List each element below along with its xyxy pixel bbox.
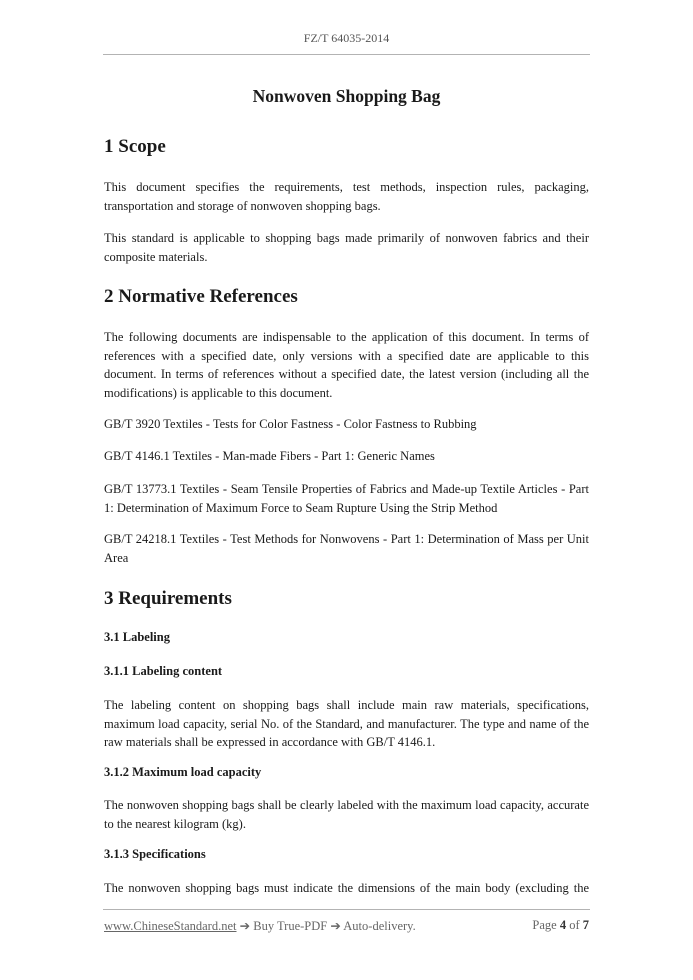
maximum-load-paragraph: The nonwoven shopping bags shall be clearly labeled with the maximum load capacity, accurate to the nearest kilogram (kg).	[104, 798, 589, 831]
page-header	[0, 31, 693, 46]
reference-item: GB/T 24218.1 Textiles - Test Methods for Nonwovens - Part 1: Determination of Mass per Unit Area	[104, 532, 589, 565]
page-of-label: of	[569, 918, 580, 932]
subsection-heading-labeling: 3.1 Labeling	[104, 630, 170, 644]
footer-promo	[104, 918, 416, 934]
arrow-right-icon: ➔	[330, 919, 341, 933]
labeling-content-paragraph: The labeling content on shopping bags shall include main raw materials, specifications, maximum load capacity, serial No. of the Standard, and manufacturer. The type and name of the raw materials shall be expressed in accordance with GB/T 4146.1.	[104, 698, 589, 749]
standard-code: FZ/T 64035-2014	[303, 31, 390, 45]
specifications-paragraph: The nonwoven shopping bags must indicate the dimensions of the main body (excluding the	[104, 881, 589, 895]
arrow-right-icon: ➔	[239, 919, 251, 933]
page-current: 4	[559, 918, 567, 932]
reference-item: GB/T 3920 Textiles - Tests for Color Fastness - Color Fastness to Rubbing	[104, 417, 477, 431]
buy-true-pdf-text: Buy True-PDF	[253, 919, 328, 933]
auto-delivery-text: Auto-delivery.	[343, 919, 416, 933]
subsection-heading-maximum-load: 3.1.2 Maximum load capacity	[104, 765, 262, 779]
subsection-heading-specifications: 3.1.3 Specifications	[104, 847, 206, 861]
section-heading-normative-references: 2 Normative References	[104, 286, 298, 307]
subsection-heading-labeling-content: 3.1.1 Labeling content	[104, 664, 223, 678]
section-heading-scope: 1 Scope	[104, 136, 166, 157]
document-title: Nonwoven Shopping Bag	[252, 86, 441, 106]
page-number	[532, 918, 589, 933]
header-divider	[103, 54, 590, 55]
site-link[interactable]: www.ChineseStandard.net	[104, 919, 237, 933]
scope-paragraph-2: This standard is applicable to shopping bags made primarily of nonwoven fabrics and their composite materials.	[104, 231, 589, 264]
normative-intro-paragraph: The following documents are indispensable to the application of this document. In terms of references with a specified date, only versions with a specified date are applicable to this document. In terms of references without a specified date, the latest version (including all the modifications) is applicable to this document.	[104, 330, 589, 400]
reference-item: GB/T 13773.1 Textiles - Seam Tensile Properties of Fabrics and Made-up Textile Articles - Part 1: Determination of Maximum Force to Seam Rupture Using the Strip Method	[104, 482, 589, 515]
section-heading-requirements: 3 Requirements	[104, 588, 232, 609]
scope-paragraph-1: This document specifies the requirements, test methods, inspection rules, packaging, transportation and storage of nonwoven shopping bags.	[104, 180, 589, 213]
reference-item: GB/T 4146.1 Textiles - Man-made Fibers - Part 1: Generic Names	[104, 449, 435, 463]
footer-divider	[103, 909, 590, 910]
page-total: 7	[582, 918, 589, 932]
page-label: Page	[532, 918, 557, 932]
